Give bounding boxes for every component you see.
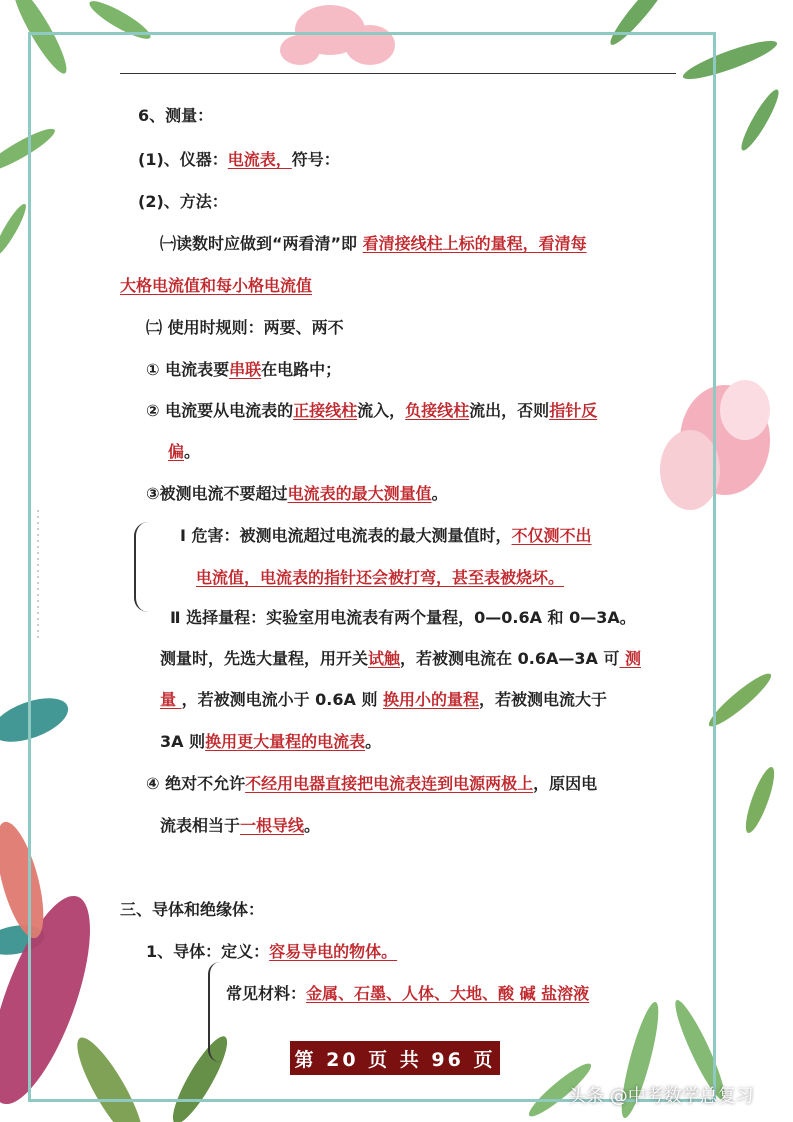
- answer: 大格电流值和每小格电流值: [120, 276, 313, 295]
- answer: 不经用电器直接把电流表连到电源两极上: [245, 774, 534, 793]
- answer: 电流值，电流表的指针还会被打弯，甚至表被烧坏。: [196, 568, 565, 587]
- text-line: 1、导体：定义：容易导电的物体。: [146, 942, 398, 961]
- page-number-badge: 第 20 页 共 96 页: [290, 1041, 500, 1075]
- answer: 电流表的最大测量值: [287, 484, 432, 503]
- brace: [208, 962, 220, 1062]
- answer: 电流表，: [227, 150, 292, 169]
- answer: 串联: [229, 360, 262, 379]
- text-line: [120, 276, 312, 296]
- text-line: 量 ，若被测电流小于 0.6A 则 换用小的量程，若被测电流大于: [160, 690, 608, 709]
- answer: 换用小的量程: [383, 690, 480, 709]
- text-line: ① 电流表要串联在电路中；: [146, 360, 342, 379]
- text-line: ㈠读数时应做到“两看清”即 看清接线柱上标的量程，看清每: [160, 234, 587, 253]
- header-rule: [120, 73, 676, 74]
- answer: 指针反: [549, 401, 598, 420]
- text-line: Ⅱ 选择量程：实验室用电流表有两个量程，0—0.6A 和 0—3A。: [170, 608, 636, 627]
- answer: 测: [619, 649, 641, 668]
- answer: 量: [160, 690, 182, 709]
- answer: 换用更大量程的电流表: [205, 732, 366, 751]
- watermark: 头条 @中考数学总复习: [568, 1086, 754, 1107]
- text-line: ② 电流要从电流表的正接线柱流入，负接线柱流出，否则指针反: [146, 401, 598, 420]
- text-line: 常见材料：金属、石墨、人体、大地、酸 碱 盐溶液: [226, 984, 590, 1003]
- brace: [134, 522, 148, 612]
- text-line: ㈡ 使用时规则：两要、两不: [146, 318, 344, 337]
- answer: 金属、石墨、人体、大地、酸 碱 盐溶液: [306, 984, 590, 1003]
- answer: 不仅测不出: [511, 526, 592, 545]
- text-line: ④ 绝对不允许不经用电器直接把电流表连到电源两极上，原因电: [146, 774, 598, 793]
- text-line: 测量时，先选大量程，用开关试触，若被测电流在 0.6A—3A 可 测: [160, 649, 641, 668]
- answer: 一根导线: [240, 816, 305, 835]
- text-line: (1)、仪器：电流表，符号：: [138, 150, 340, 169]
- section-heading: 三、导体和绝缘体：: [120, 900, 265, 919]
- text-line: Ⅰ 危害：被测电流超过电流表的最大测量值时，不仅测不出: [180, 526, 592, 545]
- text-line: 3A 则换用更大量程的电流表。: [160, 732, 382, 751]
- answer: 试触: [368, 649, 401, 668]
- text-line: 流表相当于一根导线。: [160, 816, 321, 835]
- text-line: (2)、方法：: [138, 192, 228, 211]
- text-line: [196, 568, 564, 588]
- answer: 负接线柱: [405, 401, 470, 420]
- answer: 偏: [168, 442, 185, 461]
- text-line: 偏。: [168, 442, 201, 461]
- section-heading: 6、测量：: [138, 106, 214, 125]
- answer: 看清接线柱上标的量程，看清每: [362, 234, 587, 253]
- answer: 容易导电的物体。: [269, 942, 398, 961]
- answer: 正接线柱: [293, 401, 358, 420]
- text-line: ③被测电流不要超过电流表的最大测量值。: [146, 484, 448, 503]
